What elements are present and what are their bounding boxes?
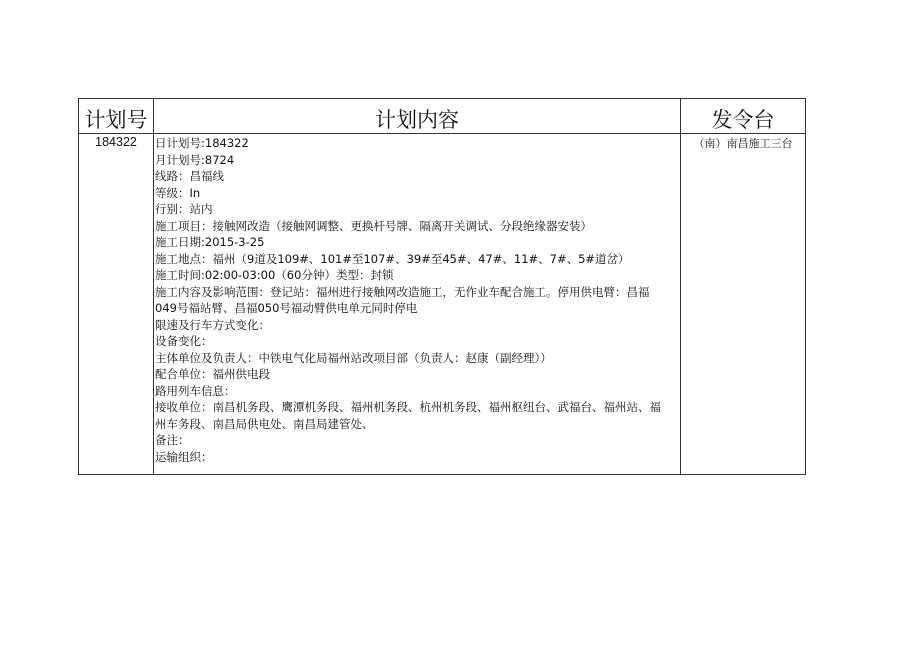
construction-project-line: 施工项目：接触网改造（接触网调整、更换杆号牌、隔离开关调试、分段绝缘器安装） [155,218,592,233]
plan-number-cell: 184322 [95,135,137,149]
plan-table [78,98,806,475]
column-divider [153,99,154,474]
header-divider [79,133,805,134]
daily-plan-line: 日计划号:184322 [155,136,249,150]
equipment-change-line: 设备变化： [155,334,213,348]
cooperating-unit-line: 配合单位：福州供电段 [155,367,270,381]
dispatch-station-cell: （南）南昌施工三台 [693,137,793,150]
construction-location-line: 施工地点：福州（9道及109#、101#至107#、39#至45#、47#、11#、7#、5#道岔） [155,251,630,266]
receiving-units-line-continued: 州车务段、南昌局供电处、南昌局建管处、 [155,416,374,431]
header-plan-no: 计划号 [84,108,148,132]
track-direction-line: 行别：站内 [155,202,213,216]
transport-organization-line: 运输组织： [155,449,213,464]
responsible-unit-line: 主体单位及负责人：中铁电气化局福州站改项目部（负责人：赵康（副经理）） [155,350,552,365]
construction-time-line: 施工时间:02:00-03:00（60分钟）类型：封锁 [155,268,394,282]
construction-scope-line: 施工内容及影响范围：登记站：福州进行接触网改造施工，无作业车配合施工。停用供电臂：昌福 [155,284,650,299]
receiving-units-line: 接收单位：南昌机务段、鹰潭机务段、福州机务段、杭州机务段、福州枢纽台、武福台、福州站、福 [155,400,661,414]
monthly-plan-line: 月计划号:8724 [155,152,235,167]
remarks-line: 备注： [155,433,190,447]
plan-content-cell [155,135,679,465]
construction-date-line: 施工日期:2015-3-25 [155,235,265,249]
header-plan-content: 计划内容 [375,108,459,132]
construction-scope-line-continued: 049号福站臂、昌福050号福动臂供电单元同时停电 [155,301,418,315]
grade-line: 等级：In [155,185,201,200]
column-divider [680,99,681,474]
work-train-info-line: 路用列车信息： [155,383,236,398]
header-dispatch-station: 发令台 [711,108,775,132]
route-line: 线路：昌福线 [155,169,224,183]
speed-restriction-line: 限速及行车方式变化： [155,317,270,332]
